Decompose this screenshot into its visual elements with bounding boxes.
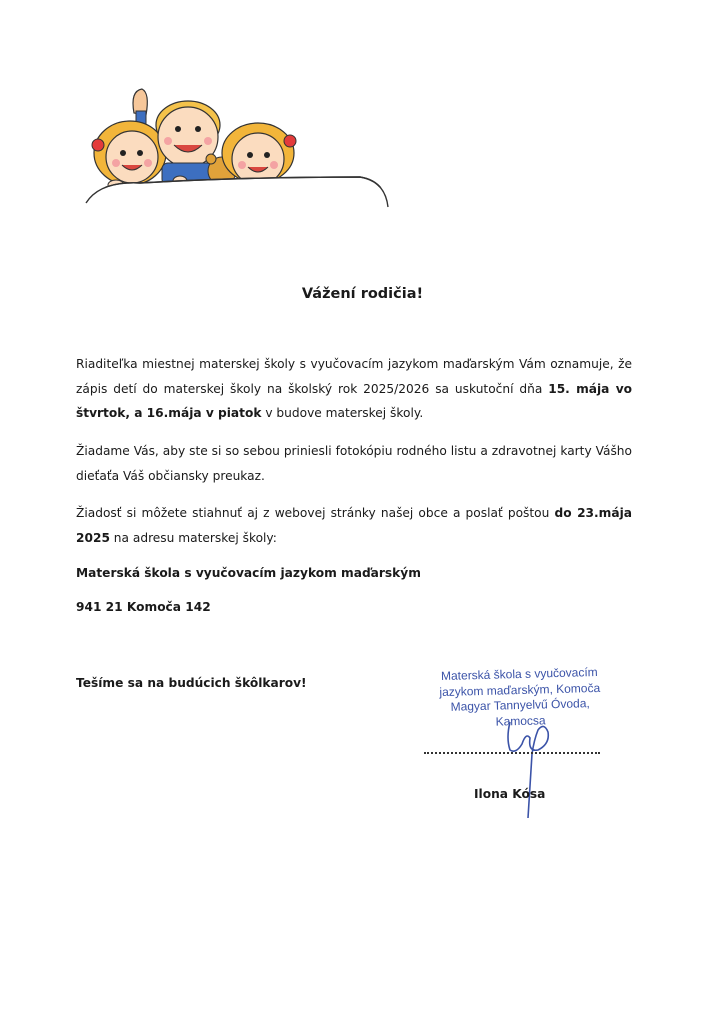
stamp-line: Kamocsa: [495, 712, 546, 729]
stamp-line: Materská škola s vyučovacím: [440, 664, 598, 684]
signer-name: Ilona Kósa: [474, 787, 546, 801]
signature-line: [424, 752, 600, 754]
closing-line: Tešíme sa na budúcich škôlkarov!: [76, 676, 307, 690]
paragraph-text: Riaditeľka miestnej materskej školy s vyučovacím jazykom maďarským Vám oznamuje, že zápis detí do materskej školy na školský rok 2025/2026 sa uskutoční dňa: [76, 357, 632, 396]
handwritten-signature: [500, 718, 560, 823]
paragraph-text: na adresu materskej školy:: [109, 530, 277, 545]
stamp-line: jazykom maďarským, Komoča: [439, 680, 601, 699]
paragraph-documents: Žiadame Vás, aby ste si so sebou priniesli fotokópiu rodného listu a zdravotnej karty Vášho dieťaťa Váš občiansky preukaz.: [76, 444, 632, 483]
hair-bow-left: [92, 139, 104, 151]
paragraph-text: Žiadosť si môžete stiahnuť aj z webovej stránky našej obce a poslať poštou: [76, 506, 555, 520]
paragraph-enrollment: [76, 352, 632, 426]
stamp-line: Magyar Tannyelvű Óvoda,: [450, 696, 590, 714]
paragraph-text: v budove materskej školy.: [261, 406, 424, 420]
hair-bow-right: [284, 135, 296, 147]
paragraph-application: [76, 501, 632, 550]
page-title: Vážení rodičia!: [301, 286, 424, 302]
enrollment-dates: 15. mája vo štvrtok, a 16.mája v piatok: [76, 381, 633, 420]
children-illustration: [80, 85, 400, 215]
deadline-date: do 23.mája 2025: [76, 506, 632, 545]
school-address: 941 21 Komoča 142: [76, 600, 211, 614]
girl-left-face: [106, 131, 158, 183]
school-name: Materská škola s vyučovacím jazykom maďarským: [76, 566, 421, 580]
